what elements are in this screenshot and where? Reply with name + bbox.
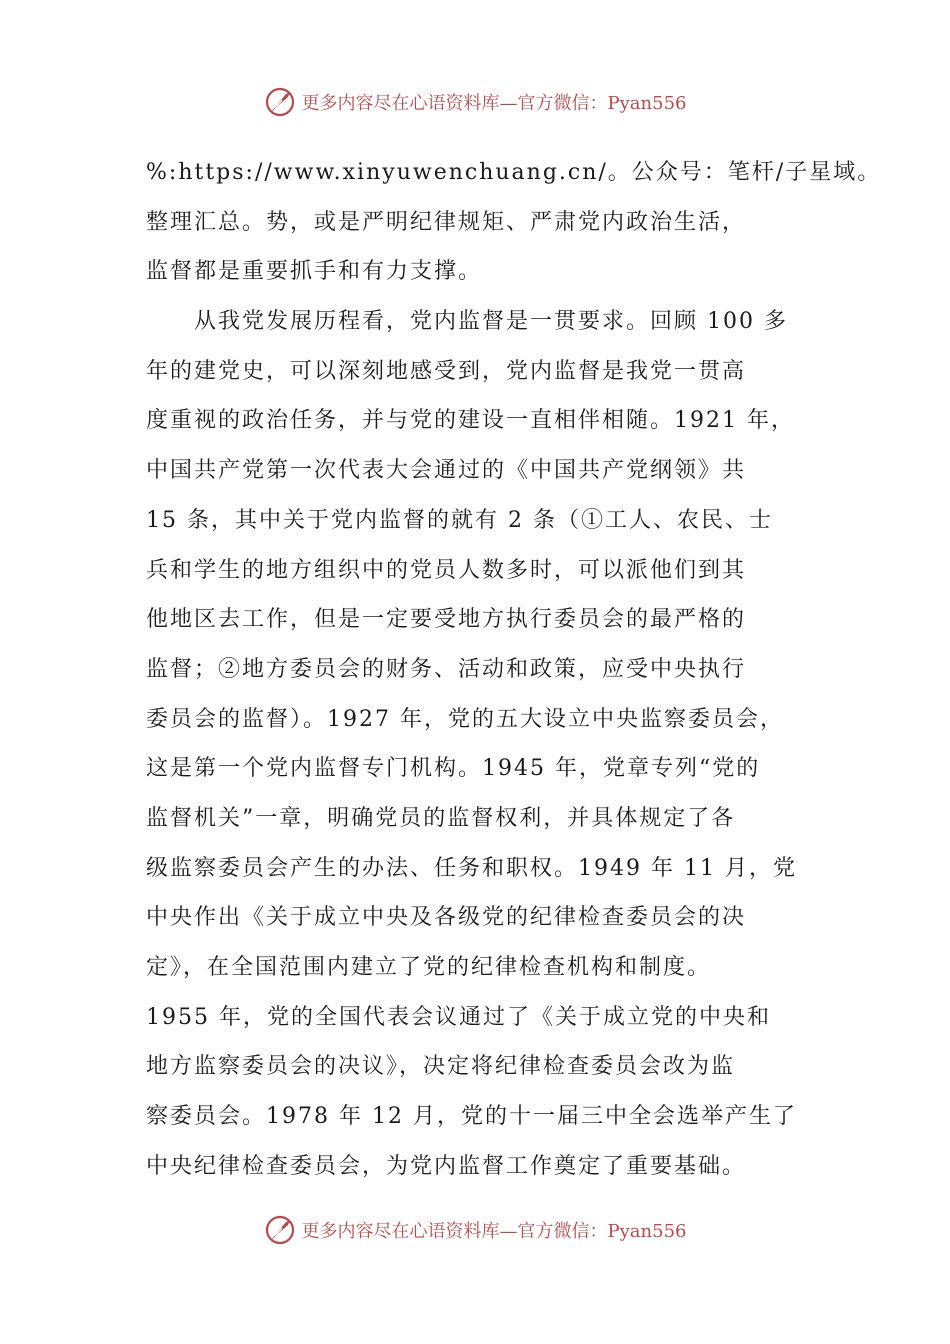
body-line-9: 兵和学生的地方组织中的党员人数多时，可以派他们到其 <box>146 557 747 583</box>
footer-banner <box>0 1210 950 1250</box>
body-line-17: 定》，在全国范围内建立了党的纪律检查机构和制度。 <box>146 955 712 980</box>
quill-logo-icon <box>264 1214 296 1246</box>
body-line-16: 中央作出《关于成立中央及各级党的纪律检查委员会的决 <box>146 905 747 931</box>
body-line-21: 中央纪律检查委员会，为党内监督工作奠定了重要基础。 <box>146 1153 747 1179</box>
body-line-14: 监督机关”一章，明确党员的监督权利，并具体规定了各 <box>146 805 736 831</box>
body-line-15: 级监察委员会产生的办法、任务和职权。1949 年 11 月，党 <box>146 855 797 881</box>
body-line-18: 1955 年，党的全国代表会议通过了《关于成立党的中央和 <box>146 1004 771 1030</box>
body-line-8: 15 条，其中关于党内监督的就有 2 条（①工人、农民、士 <box>146 507 773 533</box>
body-line-7: 中国共产党第一次代表大会通过的《中国共产党纲领》共 <box>146 458 747 484</box>
body-line-5: 年的建党史，可以深刻地感受到，党内监督是我党一贯高 <box>146 358 747 384</box>
body-line-19: 地方监察委员会的决议》，决定将纪律检查委员会改为监 <box>146 1054 736 1080</box>
body-line-20: 察委员会。1978 年 12 月，党的十一届三中全会选举产生了 <box>146 1104 797 1130</box>
body-line-1: %:https://www.xinyuwenchuang.cn/。公众号：笔杆/子星域。 <box>146 160 882 185</box>
article-body <box>146 148 882 1191</box>
body-line-12: 委员会的监督）。1927 年，党的五大设立中央监察委员会， <box>146 706 784 732</box>
body-line-2: 整理汇总。势，或是严明纪律规矩、严肃党内政治生活， <box>146 209 747 235</box>
footer-banner-text: 更多内容尽在心语资料库—官方微信：Pyan556 <box>301 1221 687 1242</box>
header-banner <box>0 82 950 122</box>
body-line-4: 从我党发展历程看，党内监督是一贯要求。回顾 100 多 <box>146 309 788 335</box>
body-line-10: 他地区去工作，但是一定要受地方执行委员会的最严格的 <box>146 607 747 633</box>
body-line-3: 监督都是重要抓手和有力支撑。 <box>146 259 483 285</box>
body-line-13: 这是第一个党内监督专门机构。1945 年，党章专列“党的 <box>146 756 761 782</box>
body-line-11: 监督；②地方委员会的财务、活动和政策，应受中央执行 <box>146 656 747 682</box>
body-line-6: 度重视的政治任务，并与党的建设一直相伴相随。1921 年， <box>146 408 795 434</box>
quill-logo-icon <box>264 86 296 118</box>
header-banner-text: 更多内容尽在心语资料库—官方微信：Pyan556 <box>301 93 687 114</box>
